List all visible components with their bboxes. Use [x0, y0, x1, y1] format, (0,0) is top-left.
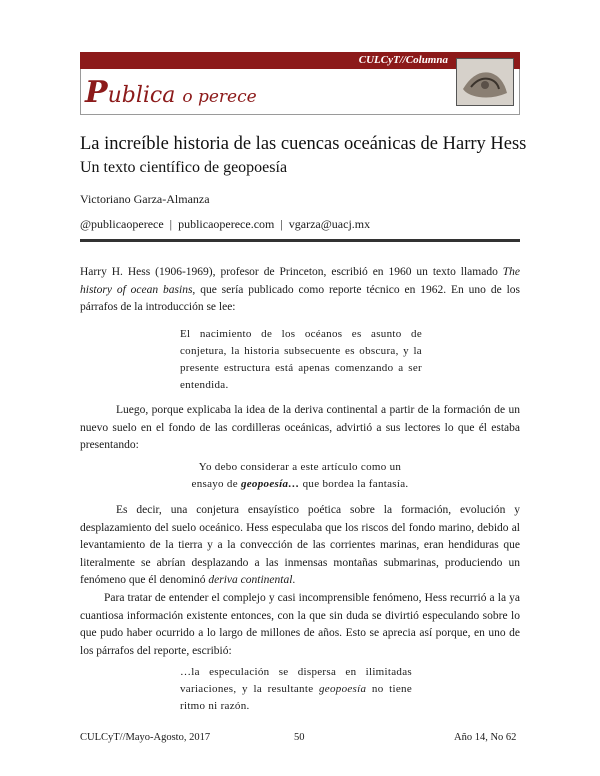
- article-subtitle: Un texto científico de geopoesía: [80, 159, 288, 176]
- footer-journal: CULCyT//Mayo-Agosto, 2017: [80, 732, 211, 743]
- column-label: CULCyT//Columna: [358, 54, 448, 66]
- quote-2-text: ensayo de: [191, 478, 241, 490]
- paragraph-1-italic: The history of ocean basins: [80, 266, 520, 296]
- paragraph-3-text-end: .: [292, 574, 296, 586]
- quote-2: [160, 459, 440, 493]
- quote-1: El nacimiento de los océanos es asunto de conjetura, la historia subsecuente es obscura, y la presente estructura está apenas comenzando a ser entendida.: [180, 328, 422, 391]
- column-label-band: [80, 52, 520, 69]
- author-contacts: [80, 217, 370, 232]
- quote-3: [180, 664, 412, 715]
- paragraph-1-text: Harry H. Hess (1906-1969), profesor de Princeton, escribió en 1960 un texto llamado: [80, 266, 503, 278]
- footer-issue: Año 14, No 62: [454, 732, 517, 743]
- column-photo: [456, 58, 514, 106]
- paragraph-4: Para tratar de entender el complejo y casi incomprensible fenómeno, Hess recurrió a la ya cuantiosa información existente entonces, con la que sin duda se divirtió especulando sobre lo que pudo haber ocurrido a lo largo de millones de años. Esto se aprecia así porque, en uno de los párrafos del reporte, escribió:: [80, 592, 520, 657]
- author-name: Victoriano Garza-Almanza: [80, 192, 210, 206]
- quote-3-text-end: no tiene ritmo ni razón.: [180, 683, 412, 712]
- paragraph-1-text-end: , que sería publicado como reporte técnico en 1962. En uno de los párrafos de la introducción se lee:: [80, 283, 520, 313]
- brand-initial: P: [85, 75, 108, 110]
- contact-separator: |: [280, 217, 283, 231]
- masthead: [80, 69, 520, 115]
- quote-3-text: …la especulación se dispersa en ilimitadas variaciones, y la resultante: [180, 666, 412, 695]
- paragraph-3-text: Es decir, una conjetura ensayístico poética sobre la formación, evolución y desplazamiento del suelo oceánico. Hess especulaba que los riscos del fondo marino, debido al levantamiento de la tierra y a la convección de las corrientes marinas, eran hendiduras que literalmente se abrían desplazando a las inmensas montañas submarinas, produciendo un fenómeno que él denominó: [80, 504, 520, 586]
- brand-logo: [85, 75, 257, 110]
- article-title: La increíble historia de las cuencas oceánicas de Harry Hess: [80, 134, 527, 154]
- section-divider: [80, 239, 520, 242]
- quote-2-line-2: [160, 476, 440, 493]
- brand-rest: ublica: [107, 83, 176, 108]
- contact-twitter[interactable]: @publicaoperece: [80, 217, 164, 231]
- paragraph-2: Luego, porque explicaba la idea de la deriva continental a partir de la formación de un nuevo suelo en el fondo de las cordilleras oceánicas, advirtió a sus lectores lo que él estaba presentando:: [80, 404, 520, 451]
- paragraph-3: [80, 502, 520, 590]
- footer-page-number: 50: [294, 732, 305, 743]
- paragraph-3-italic: deriva continental: [208, 574, 293, 586]
- quote-3-emphasis: geopoesía: [318, 683, 367, 695]
- brand-tail: o perece: [182, 87, 257, 107]
- quote-2-emphasis: geopoesía…: [240, 478, 300, 490]
- paragraph-1: [80, 264, 520, 317]
- contact-website[interactable]: publicaoperece.com: [178, 217, 275, 231]
- quote-2-text-end: que bordea la fantasía.: [299, 478, 409, 490]
- quote-2-line-1: Yo debo considerar a este artículo como un: [198, 461, 402, 473]
- contact-separator: |: [169, 217, 173, 231]
- contact-email[interactable]: vgarza@uacj.mx: [288, 217, 371, 231]
